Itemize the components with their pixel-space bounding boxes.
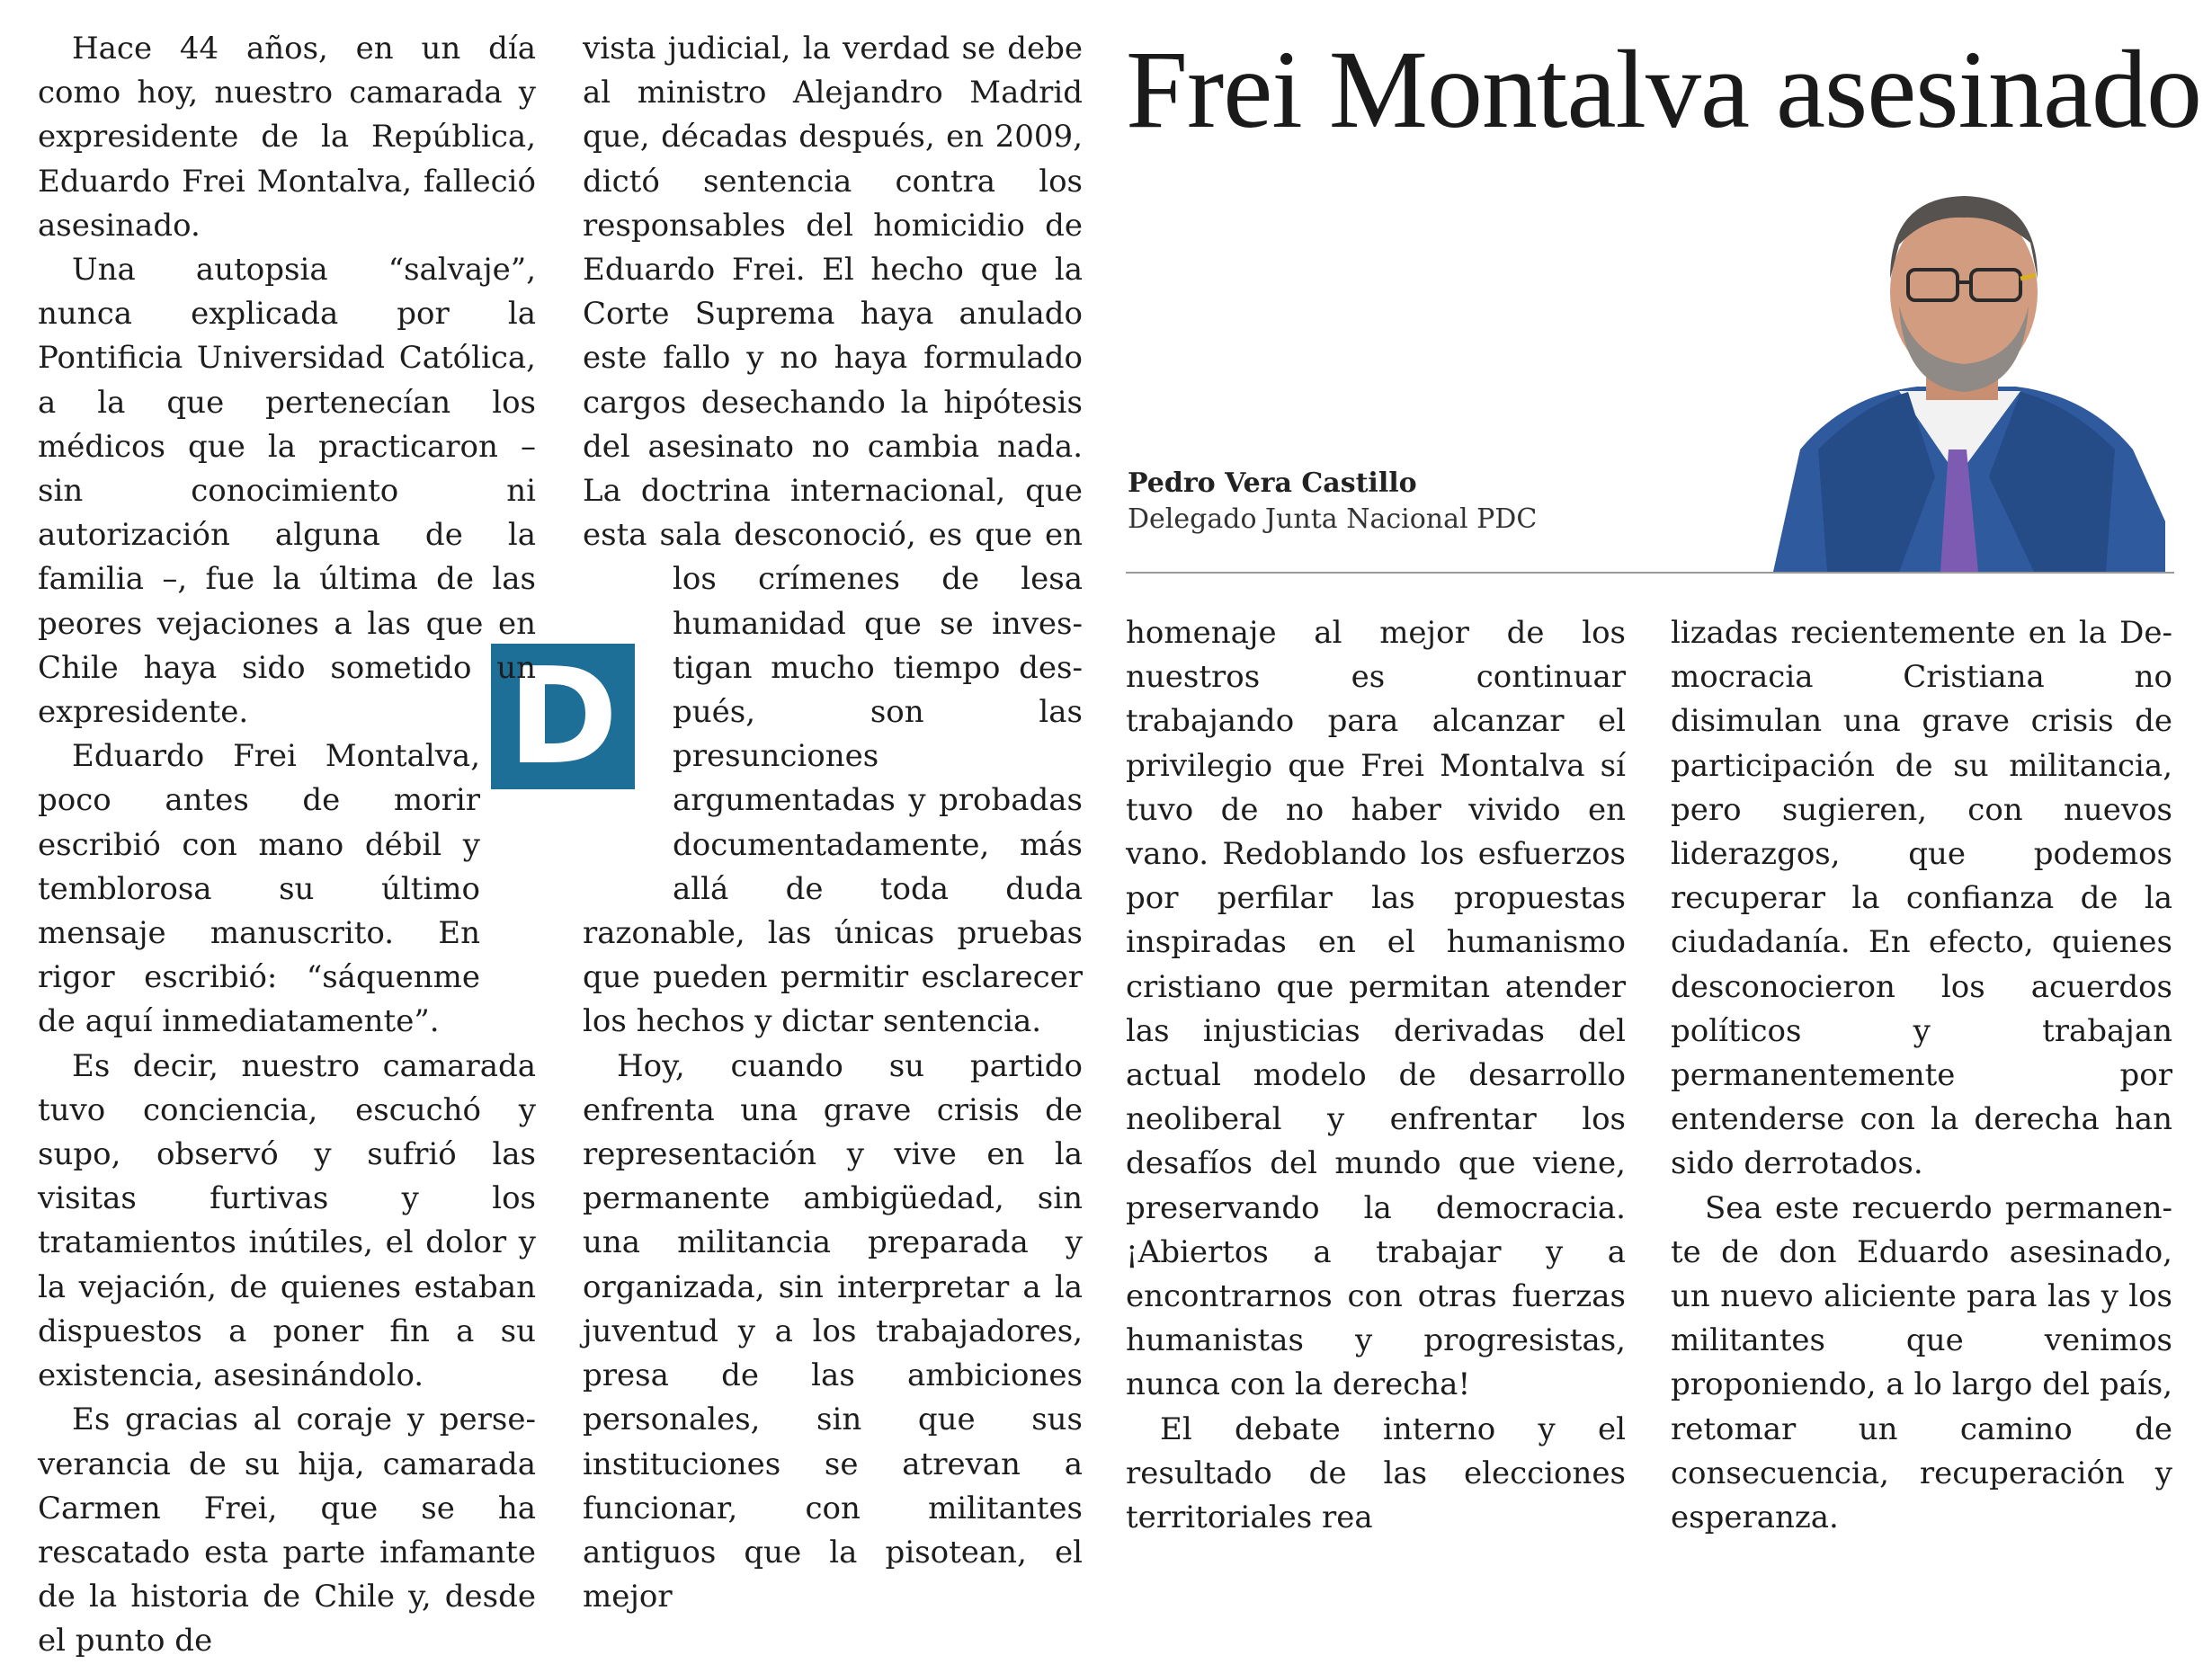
paragraph: Es decir, nuestro camarada tuvo conciencia, escuchó y supo, observó y sufrió las visitas furtivas y los tratamientos inútiles, el dolor y la vejación, de quienes estaban dispuestos a poner fin a su existencia, asesinándolo. — [38, 1047, 536, 1394]
header-divider — [1126, 572, 2174, 574]
paragraph: vista judicial, la verdad se debe al ministro Alejandro Madrid que, décadas después, en 2009, dictó sentencia contra los responsables del homicidio de Eduardo Frei. El hecho que la Corte Suprema haya anulado este fallo y no haya formulado cargos desechando la hipótesis del asesinato no cambia nada. La doctrina internacional, que esta sala desconoció, es que en los crímenes de lesa humanidad que se investigan mucho tiempo después, son las presunciones argumentadas y probadas documentadamente, más allá de toda duda razonable, las únicas pruebas que pueden permitir esclarecer los hechos y dictar sentencia. — [583, 31, 1083, 1040]
author-byline — [1128, 466, 1537, 538]
paragraph: Hace 44 años, en un día como hoy, nuestro camarada y expresidente de la República, Eduardo Frei Montalva, falleció asesinado. — [38, 31, 536, 244]
paragraph: Hoy, cuando su partido enfrenta una grave crisis de representación y vive en la permanente ambigüedad, sin una militancia preparada y organizada, sin interpretar a la juventud y a los trabajadores, presa de las ambiciones personales, sin que sus instituciones se atrevan a funcionar, con militantes antiguos que la pisotean, el mejor — [583, 1047, 1083, 1615]
paragraph: El debate interno y el resultado de las elecciones territoriales rea — [1126, 1410, 1626, 1536]
paragraph: lizadas recientemente en la Democracia Cristiana no disimulan una grave crisis de participación de su militancia, pero sugieren, con nuevos liderazgos, que podemos recuperar la confianza de la ciudadanía. En efecto, quienes desconocieron los acuerdos políticos y trabajan permanentemente por entenderse con la derecha han sido derrotados. — [1671, 615, 2172, 1182]
author-name: Pedro Vera Castillo — [1128, 467, 1417, 499]
paragraph: homenaje al mejor de los nuestros es continuar trabajando para alcanzar el privilegio que Frei Montalva sí tuvo de no haber vivido en vano. Redoblando los esfuerzos por perfilar las propuestas inspiradas en el humanismo cristiano que permitan atender las injusticias derivadas del actual modelo de desarrollo neoliberal y enfrentar los desafíos del mundo que viene, preservando la democracia. ¡Abiertos a trabajar y a encontrarnos con otras fuerzas humanistas y progresistas, nunca con la derecha! — [1126, 615, 1626, 1403]
drop-cap: D — [491, 644, 635, 789]
author-photo — [1764, 180, 2165, 572]
column-3 — [1126, 611, 1626, 1540]
column-1 — [38, 27, 536, 1664]
column-2 — [583, 27, 1083, 1619]
paragraph: Una autopsia “salvaje”, nunca explicada por la Pontificia Universidad Católica, a la que pertenecían los médicos que la practicaron – sin conocimiento ni autorización alguna de la familia –, fue la última de las peores vejaciones a las que en Chile haya sido sometido un expresidente. — [38, 252, 536, 731]
paragraph: Sea este recuerdo permanente de don Eduardo asesinado, un nuevo aliciente para las y los militantes que venimos proponiendo, a lo largo del país, retomar un camino de consecuencia, recuperación y esperanza. — [1671, 1189, 2172, 1536]
paragraph: Eduardo Frei Montalva, poco antes de morir escribió con mano débil y temblorosa su último mensaje manuscrito. En rigor escribió: “sáquenme de aquí inmediatamente”. — [38, 738, 480, 1040]
author-role: Delegado Junta Nacional PDC — [1128, 503, 1538, 535]
column-4 — [1671, 611, 2172, 1540]
headline: Frei Montalva asesinado — [1126, 28, 2202, 151]
paragraph: Es gracias al coraje y perseverancia de su hija, camarada Carmen Frei, que se ha rescatado esta parte infamante de la historia de Chile y, desde el punto de — [38, 1401, 536, 1660]
